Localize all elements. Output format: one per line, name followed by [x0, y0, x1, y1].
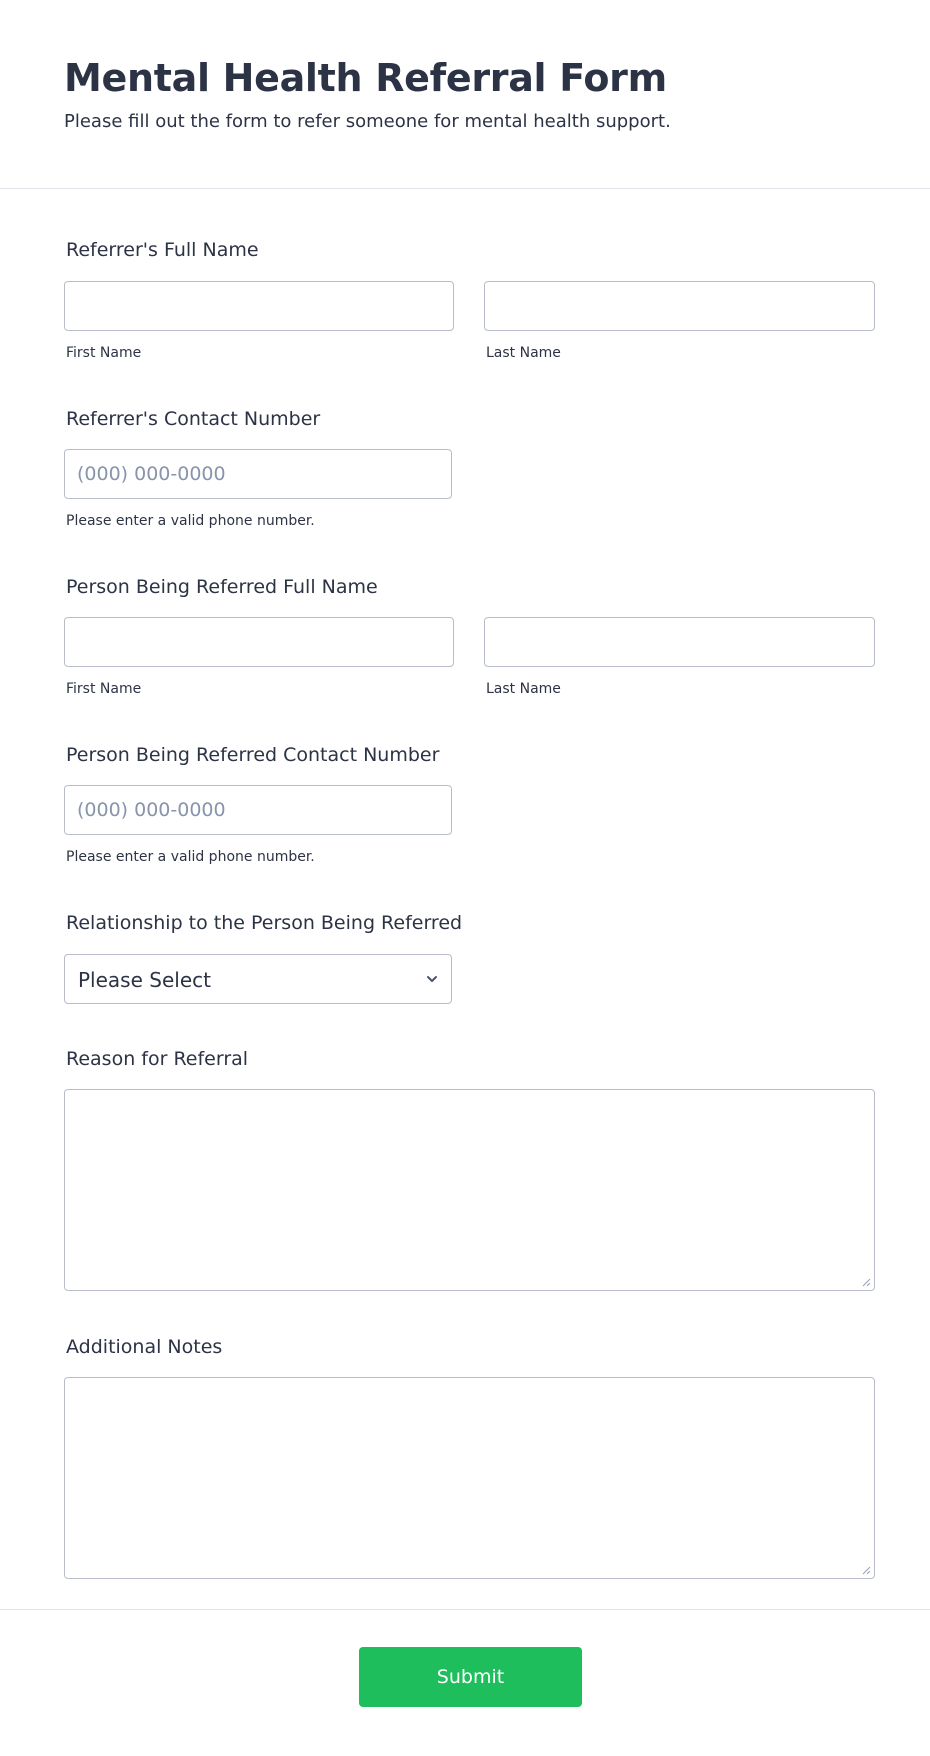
reason-textarea[interactable]: [64, 1089, 875, 1291]
notes-textarea[interactable]: [64, 1377, 875, 1579]
referrer-phone-input[interactable]: [64, 449, 452, 499]
referrer-first-name-sublabel: First Name: [66, 345, 142, 361]
referred-phone-help: Please enter a valid phone number.: [66, 849, 315, 865]
submit-button[interactable]: Submit: [359, 1647, 582, 1707]
resize-grip-icon[interactable]: [861, 1565, 871, 1575]
form-header: [0, 0, 930, 189]
referred-phone-input[interactable]: [64, 785, 452, 835]
referred-phone-label: Person Being Referred Contact Number: [66, 744, 440, 766]
resize-grip-icon[interactable]: [861, 1277, 871, 1287]
referrer-phone-label: Referrer's Contact Number: [66, 408, 321, 430]
referrer-last-name-input[interactable]: [484, 281, 875, 331]
referrer-name-label: Referrer's Full Name: [66, 239, 259, 261]
referred-first-name-sublabel: First Name: [66, 681, 142, 697]
referred-last-name-sublabel: Last Name: [486, 681, 561, 697]
reason-label: Reason for Referral: [66, 1048, 249, 1070]
referrer-first-name-input[interactable]: [64, 281, 454, 331]
form-title: Mental Health Referral Form: [64, 56, 667, 100]
relationship-select-value: Please Select: [78, 968, 211, 992]
referrer-phone-help: Please enter a valid phone number.: [66, 513, 315, 529]
relationship-select[interactable]: [64, 954, 452, 1004]
referred-name-label: Person Being Referred Full Name: [66, 576, 378, 598]
referred-last-name-input[interactable]: [484, 617, 875, 667]
relationship-label: Relationship to the Person Being Referred: [66, 912, 463, 934]
chevron-down-icon: [425, 972, 439, 986]
notes-label: Additional Notes: [66, 1336, 223, 1358]
form-subtitle: Please fill out the form to refer someone for mental health support.: [64, 111, 671, 132]
footer-divider: [0, 1609, 930, 1610]
referrer-last-name-sublabel: Last Name: [486, 345, 561, 361]
referred-first-name-input[interactable]: [64, 617, 454, 667]
